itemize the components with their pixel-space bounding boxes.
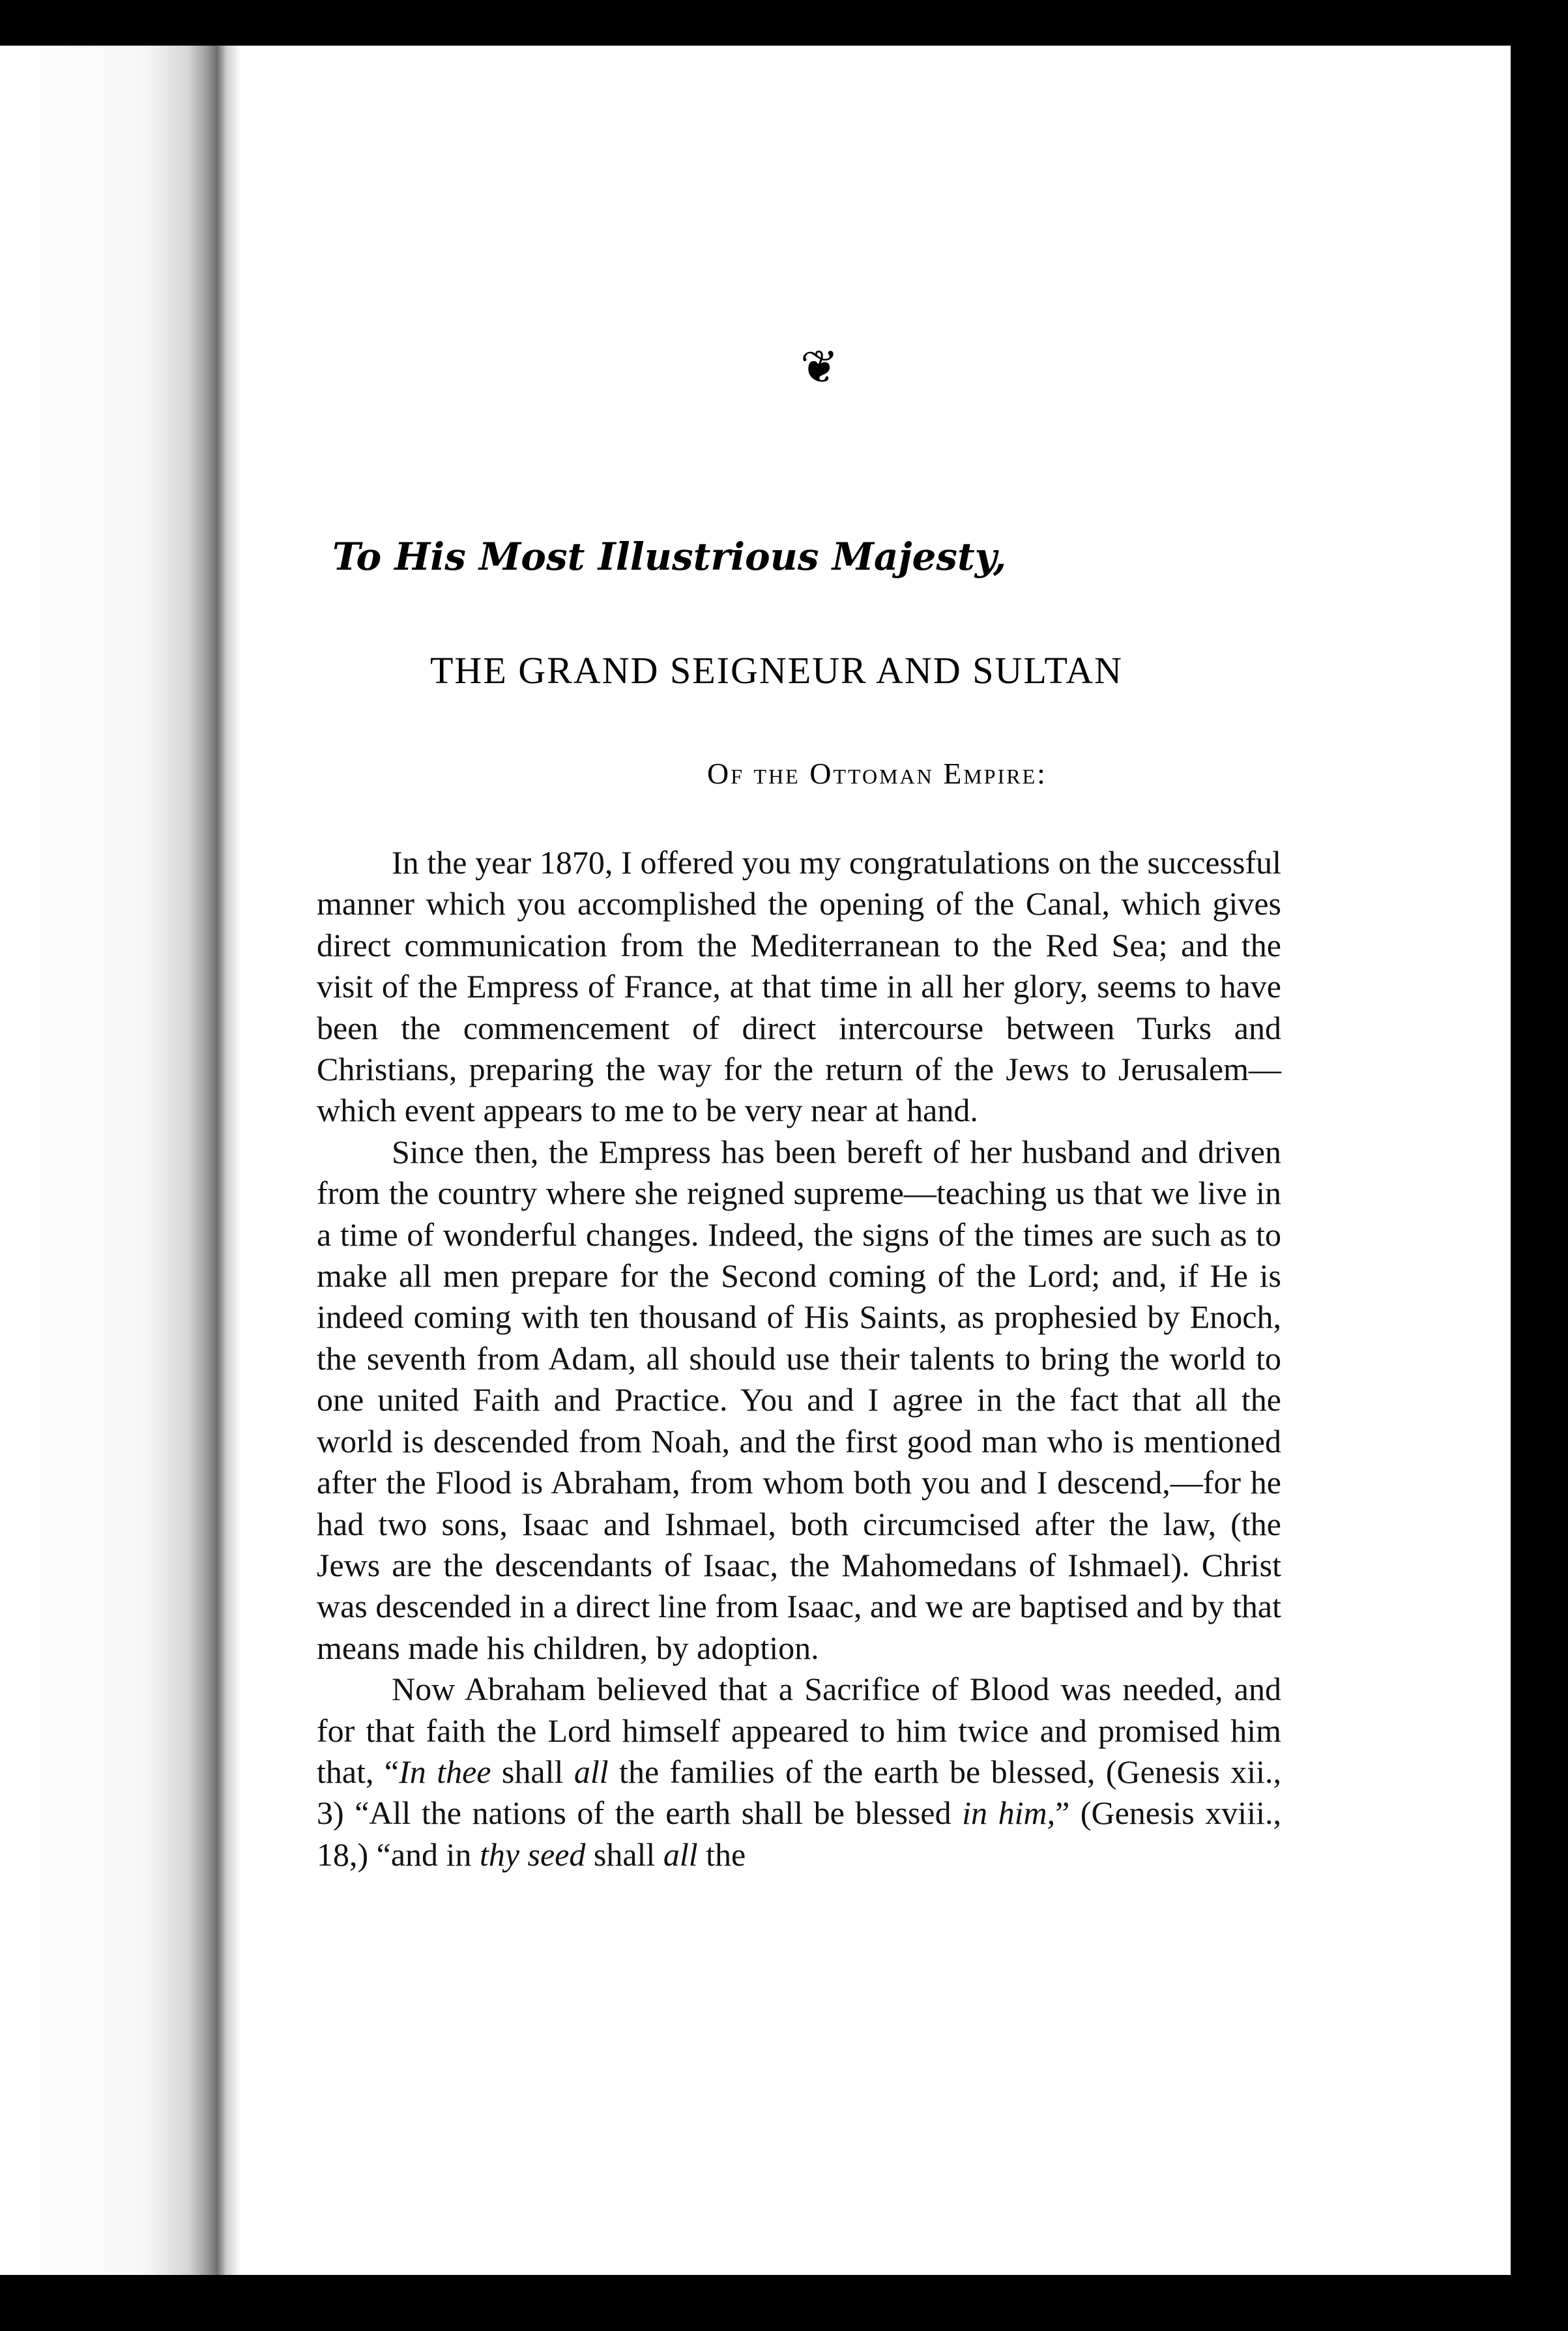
text-run: the xyxy=(697,1836,746,1873)
italic-run: all xyxy=(663,1836,698,1873)
text-run: ” (Genesis xviii., 18,) “and in xyxy=(317,1795,1281,1873)
dedication-title: THE GRAND SEIGNEUR AND SULTAN xyxy=(430,649,1124,692)
dedication-body xyxy=(317,842,1281,1875)
page-edge xyxy=(1511,46,1525,2275)
text-run: Now Abraham believed that a Sacrifice of Blood was needed, and for that faith the Lord himself appeared to him twice and promised him that, “ xyxy=(317,1671,1281,1790)
paragraph: Since then, the Empress has been bereft of her husband and driven from the country where she reigned supreme—teaching us that we live in a time of wonderful changes. Indeed, the signs of the times are such as to make all men prepare for the Second coming of the Lord; and, if He is indeed coming with ten thousand of His Saints, as prophesied by Enoch, the seventh from Adam, all should use their talents to bring the world to one united Faith and Practice. You and I agree in the fact that all the world is descended from Noah, and the first good man who is mentioned after the Flood is Abraham, from whom both you and I descend,—for he had two sons, Isaac and Ishmael, both circumcised after the law, (the Jews are the descendants of Isaac, the Mahomedans of Ishmael). Christ was descended in a direct line from Isaac, and we are baptised and by that means made his children, by adoption. xyxy=(317,1133,1281,1666)
paragraph xyxy=(317,1669,1281,1875)
paragraph: In the year 1870, I offered you my congratulations on the successful manner which you accomplished the opening of the Canal, which gives direct communication from the Mediterranean to the Red Sea; and the visit of the Empress of France, at that time in all her glory, seems to have been the commencement of direct intercourse between Turks and Christians, preparing the way for the return of the Jews to Jerusalem—which event appears to me to be very near at hand. xyxy=(317,844,1281,1129)
text-run: shall xyxy=(585,1836,663,1873)
italic-run: all xyxy=(573,1753,609,1790)
text-run: the families of the earth be blessed, (Genesis xii., 3) “All the nations of the earth shall be blessed xyxy=(317,1753,1281,1832)
italic-run: thy seed xyxy=(479,1836,586,1873)
text-run: shall xyxy=(491,1753,574,1790)
salutation: To His Most Illustrious Majesty, xyxy=(332,535,1007,579)
book-spine-shadow xyxy=(0,46,241,2275)
italic-run: In thee xyxy=(399,1753,491,1790)
fleuron-ornament-icon: ❦ xyxy=(800,343,839,393)
italic-run: in him, xyxy=(962,1795,1056,1832)
dedication-subtitle: Of the Ottoman Empire: xyxy=(707,757,1047,790)
